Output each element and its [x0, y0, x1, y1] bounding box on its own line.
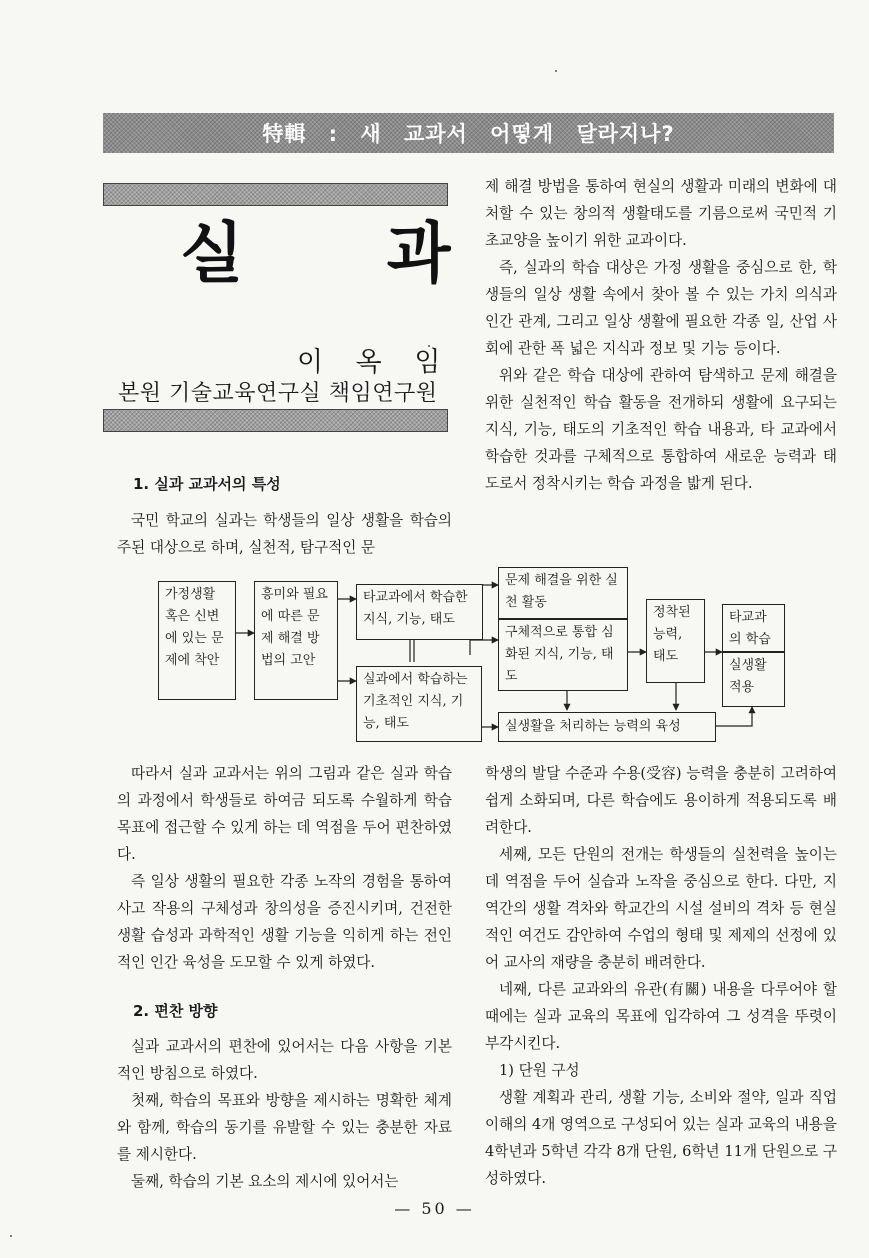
paragraph: 둘째, 학습의 기본 요소의 제시에 있어서는 — [131, 1173, 399, 1190]
left-column-top — [117, 507, 452, 561]
diagram-box-practice-activity: 문제 해결을 위한 실천 활동 — [498, 567, 628, 619]
print-speck — [428, 345, 430, 347]
subsection-heading: 1) 단원 구성 — [499, 1062, 580, 1079]
diagram-box-problem-awareness: 가정생활 혹은 신변에 있는 문제에 착안 — [158, 581, 236, 700]
paragraph: 실과 교과서의 편찬에 있어서는 다음 사항을 기본적인 방침으로 하였다. — [117, 1038, 452, 1082]
diagram-box-method-design: 흥미와 필요에 따른 문제 해결 방법의 고안 — [254, 581, 338, 700]
diagram-box-other-subjects: 타교과에서 학습한 지식, 기능, 태도 — [356, 584, 483, 640]
diagram-box-practical-arts-basics: 실과에서 학습하는 기초적인 지식, 기능, 태도 — [356, 666, 482, 742]
paragraph: 첫째, 학습의 목표와 방향을 제시하는 명확한 체계와 함께, 학습의 동기를 유발할 수 있는 충분한 자료를 제시한다. — [117, 1092, 452, 1163]
paragraph: 국민 학교의 실과는 학생들의 일상 생활을 학습의 주된 대상으로 하며, 실천적, 탐구적인 문 — [117, 512, 452, 556]
diagram-box-other-learning: 타교과의 학습 — [722, 604, 785, 652]
paragraph: 즉 일상 생활의 필요한 각종 노작의 경험을 통하여 사고 작용의 구체성과 창의성을 증진시키며, 건전한 생활 습성과 과학적인 생활 기능을 익히게 하는 전인적인 인간 육성을 도모할 수 있게 하였다. — [117, 873, 452, 971]
diagram-box-life-skills: 실생활을 처리하는 능력의 육성 — [498, 712, 716, 742]
right-column-bottom — [485, 760, 837, 1192]
paragraph: 따라서 실과 교과서는 위의 그림과 같은 실과 학습의 과정에서 학생들로 하여금 되도록 수월하게 학습 목표에 접근할 수 있게 하는 데 역점을 두어 편찬하였다. — [117, 765, 452, 863]
paragraph: 제 해결 방법을 통하여 현실의 생활과 미래의 변화에 대처할 수 있는 창의적 생활태도를 기름으로써 국민적 기초교양을 높이기 위한 교과이다. — [485, 178, 837, 249]
paragraph: 즉, 실과의 학습 대상은 가정 생활을 중심으로 한, 학생들의 일상 생활 속에서 찾아 볼 수 있는 가치 의식과 인간 관계, 그리고 일상 생활에 필요한 각종 일, 산업 사회에 관한 폭 넓은 지식과 정보 및 기능 등이다. — [485, 259, 837, 357]
paragraph: 세째, 모든 단원의 전개는 학생들의 실천력을 높이는 데 역점을 두어 실습과 노작을 중심으로 한다. 다만, 지역간의 생활 격차와 학교간의 시설 설비의 격차 등 현실적인 여건도 감안하여 수업의 형태 및 제제의 선정에 있어 교사의 재량을 충분히 배려한다. — [485, 846, 837, 971]
right-column-top — [485, 173, 837, 497]
title-bottom-bar — [103, 409, 448, 432]
section-1-heading: 1. 실과 교과서의 특성 — [133, 475, 281, 493]
author-name: 이 옥 임 — [297, 347, 453, 378]
left-column-section-2 — [117, 1033, 452, 1195]
feature-banner — [103, 113, 834, 153]
print-speck — [555, 70, 557, 72]
print-speck — [10, 1235, 12, 1237]
paragraph: 위와 같은 학습 대상에 관하여 탐색하고 문제 해결을 위한 실천적인 학습 활동을 전개하되 생활에 요구되는 지식, 기능, 태도의 기초적인 학습 내용과, 타 교과에서 학습한 것과를 구체적으로 통합하여 새로운 능력과 태도로서 정착시키는 학습 과정을 밟게 된다. — [485, 367, 837, 492]
paragraph: 네째, 다른 교과와의 유관(有關) 내용을 다루어야 할 때에는 실과 교육의 목표에 입각하여 그 성격을 뚜렷이 부각시킨다. — [485, 981, 837, 1052]
page-number: — 50 — — [394, 1199, 475, 1218]
left-column-bottom — [117, 760, 452, 976]
diagram-box-real-life-application: 실생활 적용 — [722, 652, 785, 707]
banner-text: 特輯 : 새 교과서 어떻게 달라지나? — [262, 122, 675, 146]
author-affiliation: 본원 기술교육연구실 책임연구원 — [118, 381, 438, 406]
paragraph: 생활 계획과 관리, 생활 기능, 소비와 절약, 일과 직업 이해의 4개 영역으로 구성되어 있는 실과 교육의 내용을 4학년과 5학년 각각 8개 단원, 6학년 11개 단원으로 구성하였다. — [485, 1089, 837, 1187]
article-subject: 실 과 — [180, 214, 511, 292]
diagram-box-established-ability: 정착된 능력, 태도 — [646, 599, 705, 683]
diagram-box-integrated-knowledge: 구체적으로 통합 심화된 지식, 기능, 태도 — [498, 619, 628, 691]
paragraph: 학생의 발달 수준과 수용(受容) 능력을 충분히 고려하여 쉽게 소화되며, 다른 학습에도 용이하게 적용되도록 배려한다. — [485, 765, 837, 836]
section-2-heading: 2. 편찬 방향 — [133, 1002, 218, 1020]
